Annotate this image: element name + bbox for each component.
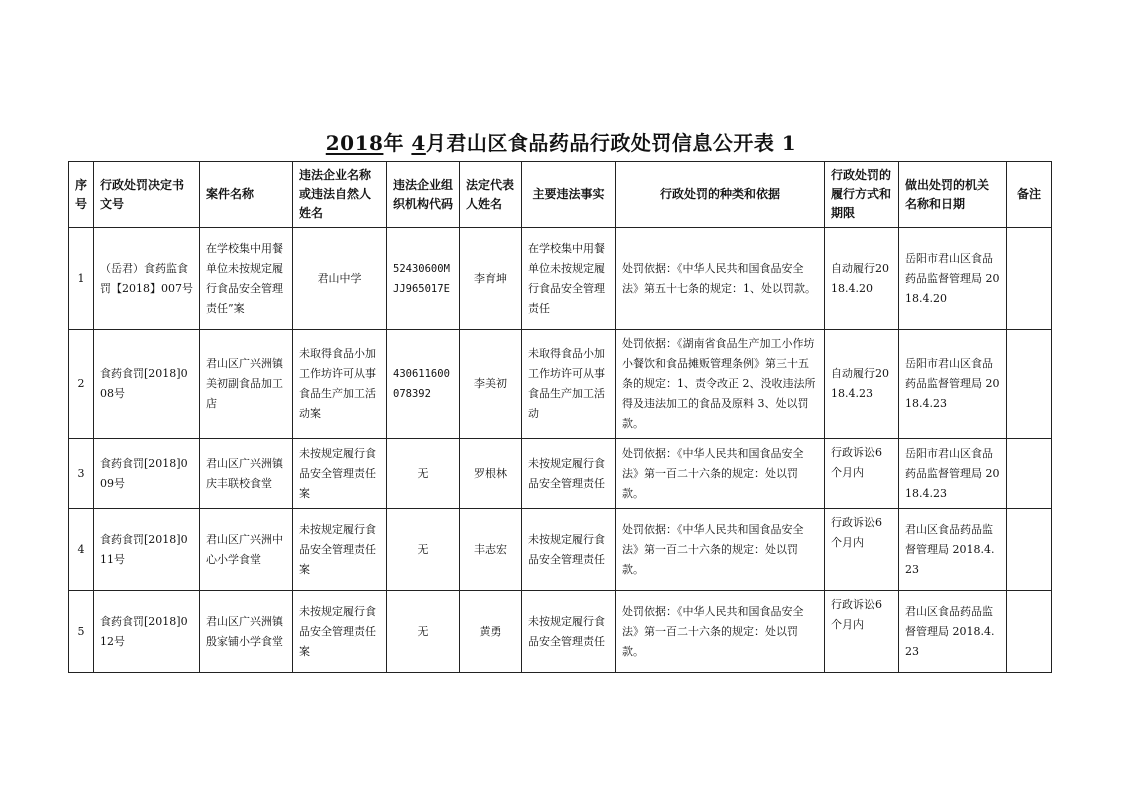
cell-facts: 未按规定履行食品安全管理责任 bbox=[522, 591, 616, 673]
cell-no: 1 bbox=[69, 228, 94, 330]
cell-case: 君山区广兴洲镇美初副食品加工店 bbox=[200, 330, 293, 439]
cell-no: 5 bbox=[69, 591, 94, 673]
cell-rep: 罗根林 bbox=[460, 439, 522, 509]
cell-facts: 未按规定履行食品安全管理责任 bbox=[522, 509, 616, 591]
cell-authority: 君山区食品药品监督管理局 2018.4.23 bbox=[899, 591, 1007, 673]
table-row bbox=[69, 591, 1052, 673]
cell-method: 行政诉讼6个月内 bbox=[825, 439, 899, 509]
cell-party: 未按规定履行食品安全管理责任案 bbox=[293, 439, 387, 509]
cell-no: 2 bbox=[69, 330, 94, 439]
cell-rep: 黄勇 bbox=[460, 591, 522, 673]
cell-authority: 岳阳市君山区食品药品监督管理局 2018.4.23 bbox=[899, 439, 1007, 509]
cell-penalty: 处罚依据：《中华人民共和国食品安全法》第五十七条的规定：1、处以罚款。 bbox=[616, 228, 825, 330]
cell-org-code: 430611600078392 bbox=[387, 330, 460, 439]
header-remark: 备注 bbox=[1007, 162, 1052, 228]
cell-remark bbox=[1007, 330, 1052, 439]
table-row bbox=[69, 228, 1052, 330]
header-org-code: 违法企业组织机构代码 bbox=[387, 162, 460, 228]
cell-doc-no: 食药食罚[2018]009号 bbox=[94, 439, 200, 509]
cell-authority: 君山区食品药品监督管理局 2018.4.23 bbox=[899, 509, 1007, 591]
header-row bbox=[69, 162, 1052, 228]
cell-penalty: 处罚依据：《湖南省食品生产加工小作坊小餐饮和食品摊贩管理条例》第三十五条的规定：1、责令改正 2、没收违法所得及违法加工的食品及原料 3、处以罚款。 bbox=[616, 330, 825, 439]
header-party: 违法企业名称或违法自然人姓名 bbox=[293, 162, 387, 228]
cell-authority: 岳阳市君山区食品药品监督管理局 2018.4.20 bbox=[899, 228, 1007, 330]
header-case: 案件名称 bbox=[200, 162, 293, 228]
cell-doc-no: 食药食罚[2018]012号 bbox=[94, 591, 200, 673]
header-no: 序号 bbox=[69, 162, 94, 228]
cell-facts: 在学校集中用餐单位未按规定履行食品安全管理责任 bbox=[522, 228, 616, 330]
page-title bbox=[0, 127, 1122, 156]
table-row bbox=[69, 439, 1052, 509]
cell-penalty: 处罚依据：《中华人民共和国食品安全法》第一百二十六条的规定：处以罚款。 bbox=[616, 509, 825, 591]
cell-org-code: 无 bbox=[387, 439, 460, 509]
cell-org-code: 无 bbox=[387, 509, 460, 591]
table-row bbox=[69, 509, 1052, 591]
header-penalty: 行政处罚的种类和依据 bbox=[616, 162, 825, 228]
cell-party: 君山中学 bbox=[293, 228, 387, 330]
cell-party: 未按规定履行食品安全管理责任案 bbox=[293, 591, 387, 673]
cell-no: 4 bbox=[69, 509, 94, 591]
cell-rep: 李育坤 bbox=[460, 228, 522, 330]
cell-facts: 未取得食品小加工作坊许可从事食品生产加工活动 bbox=[522, 330, 616, 439]
cell-org-code: 无 bbox=[387, 591, 460, 673]
cell-org-code: 52430600MJJ965017E bbox=[387, 228, 460, 330]
title-month: 4 bbox=[411, 131, 426, 155]
header-rep: 法定代表人姓名 bbox=[460, 162, 522, 228]
cell-method: 自动履行2018.4.23 bbox=[825, 330, 899, 439]
cell-method: 行政诉讼6个月内 bbox=[825, 509, 899, 591]
cell-case: 君山区广兴洲镇庆丰联校食堂 bbox=[200, 439, 293, 509]
title-year: 2018 bbox=[325, 131, 384, 155]
cell-facts: 未按规定履行食品安全管理责任 bbox=[522, 439, 616, 509]
cell-no: 3 bbox=[69, 439, 94, 509]
cell-rep: 李美初 bbox=[460, 330, 522, 439]
cell-remark bbox=[1007, 509, 1052, 591]
cell-authority: 岳阳市君山区食品药品监督管理局 2018.4.23 bbox=[899, 330, 1007, 439]
cell-case: 君山区广兴洲镇殷家铺小学食堂 bbox=[200, 591, 293, 673]
cell-penalty: 处罚依据：《中华人民共和国食品安全法》第一百二十六条的规定：处以罚款。 bbox=[616, 591, 825, 673]
cell-method: 行政诉讼6个月内 bbox=[825, 591, 899, 673]
cell-party: 未取得食品小加工作坊许可从事食品生产加工活动案 bbox=[293, 330, 387, 439]
header-doc-no: 行政处罚决定书文号 bbox=[94, 162, 200, 228]
cell-case: 君山区广兴洲中心小学食堂 bbox=[200, 509, 293, 591]
cell-doc-no: 食药食罚[2018]008号 bbox=[94, 330, 200, 439]
cell-remark bbox=[1007, 439, 1052, 509]
cell-method: 自动履行2018.4.20 bbox=[825, 228, 899, 330]
cell-rep: 丰志宏 bbox=[460, 509, 522, 591]
header-method: 行政处罚的履行方式和期限 bbox=[825, 162, 899, 228]
cell-remark bbox=[1007, 228, 1052, 330]
title-year-suffix: 年 bbox=[383, 131, 412, 155]
table-row bbox=[69, 330, 1052, 439]
cell-doc-no: （岳君）食药监食罚【2018】007号 bbox=[94, 228, 200, 330]
cell-case: 在学校集中用餐单位未按规定履行食品安全管理责任”案 bbox=[200, 228, 293, 330]
cell-remark bbox=[1007, 591, 1052, 673]
penalty-table bbox=[68, 161, 1052, 673]
cell-party: 未按规定履行食品安全管理责任案 bbox=[293, 509, 387, 591]
title-rest: 月君山区食品药品行政处罚信息公开表 1 bbox=[425, 131, 797, 155]
header-facts: 主要违法事实 bbox=[522, 162, 616, 228]
cell-doc-no: 食药食罚[2018]011号 bbox=[94, 509, 200, 591]
cell-penalty: 处罚依据：《中华人民共和国食品安全法》第一百二十六条的规定：处以罚款。 bbox=[616, 439, 825, 509]
header-authority: 做出处罚的机关名称和日期 bbox=[899, 162, 1007, 228]
